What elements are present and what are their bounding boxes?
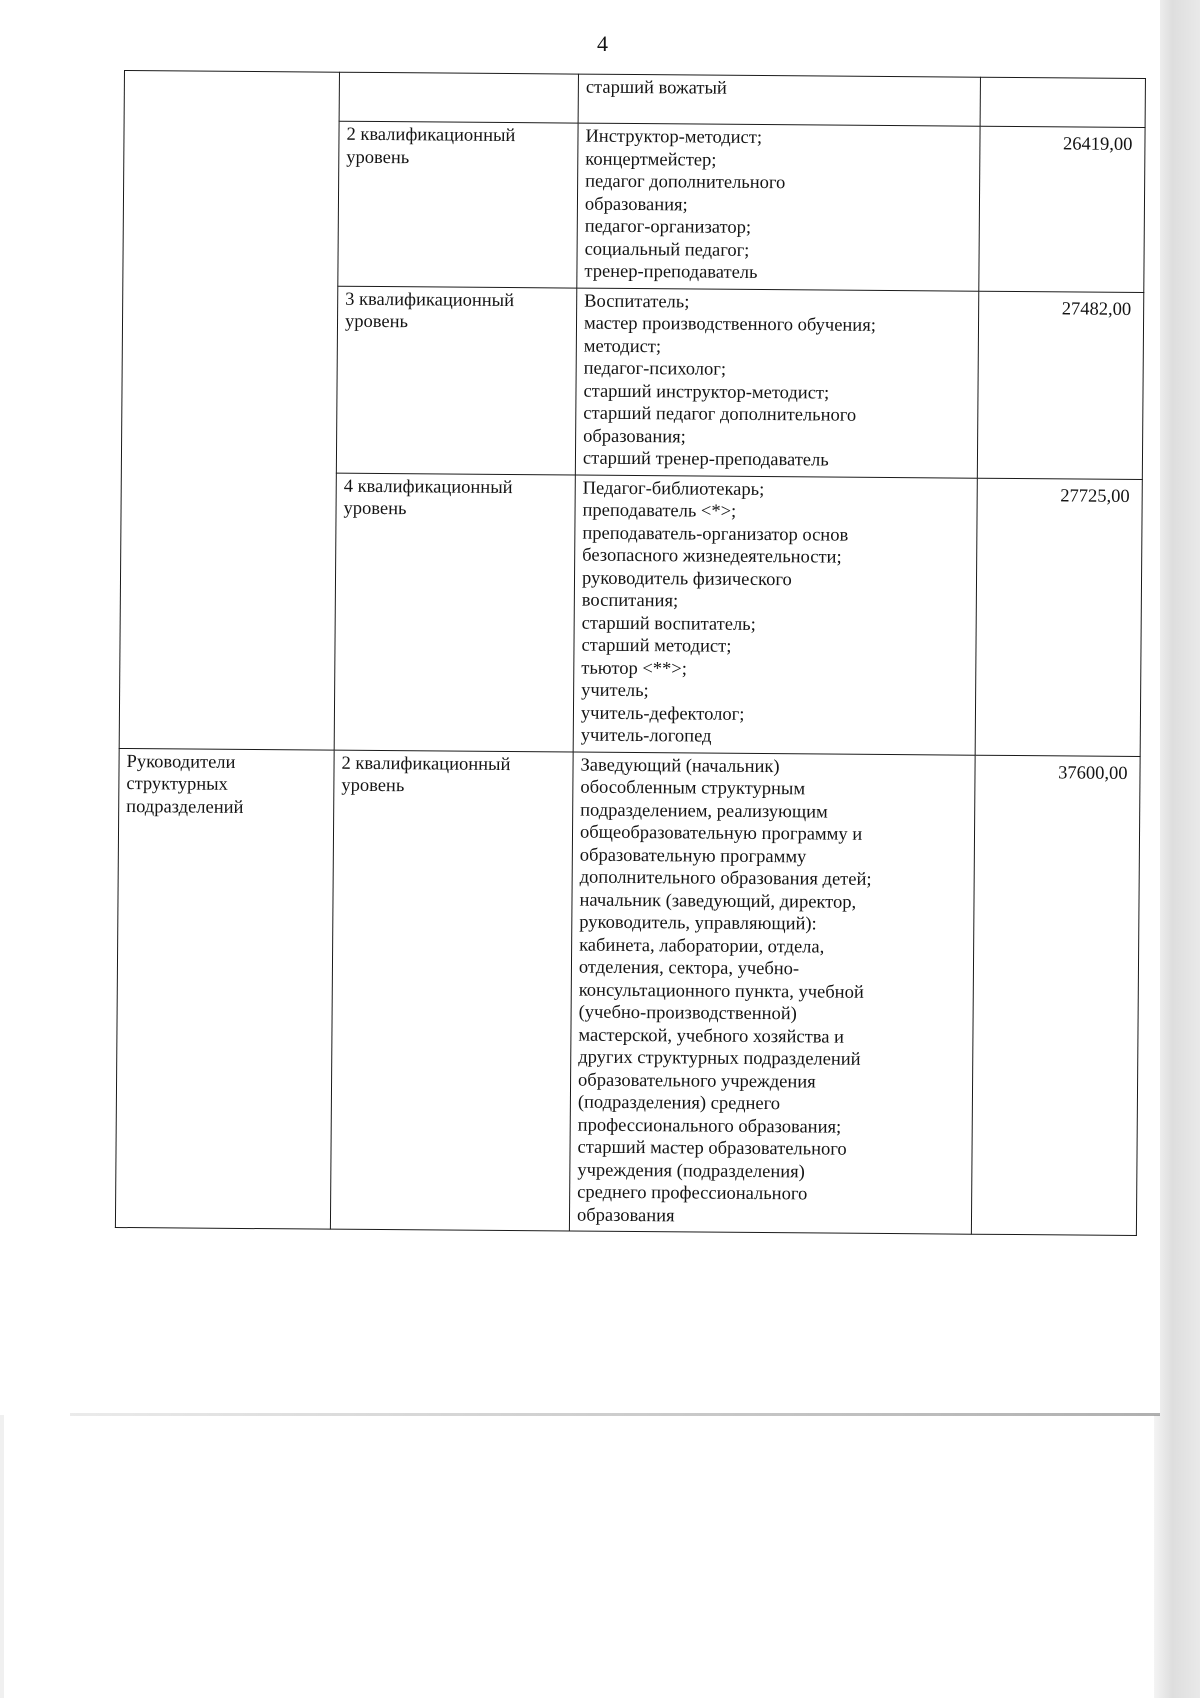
position-line: образования; [584, 194, 688, 215]
position-line: старший вожатый [585, 77, 727, 99]
position-line: преподаватель <*>; [582, 500, 737, 522]
position-line: других структурных подразделений [578, 1047, 861, 1070]
position-line: воспитания; [581, 590, 679, 612]
position-line: образовательного учреждения [578, 1070, 816, 1092]
salary-cell: 37600,00 [971, 755, 1140, 1236]
position-line: профессионального образования; [577, 1115, 842, 1138]
salary-cell: 26419,00 [979, 126, 1145, 292]
position-line: общеобразовательную программу и [579, 822, 863, 845]
position-line: старший тренер-преподаватель [582, 448, 829, 471]
position-line: начальник (заведующий, директор, [579, 890, 857, 913]
position-line: методист; [583, 336, 662, 357]
position-line: безопасного жизнедеятельности; [582, 545, 842, 568]
position-line: руководитель, управляющий): [579, 912, 817, 935]
position-line: педагог дополнительного [585, 171, 786, 194]
position-line: мастерской, учебного хозяйства и [578, 1025, 845, 1048]
position-line: консультационного пункта, учебной [578, 980, 864, 1003]
level-cell: 4 квалификационный уровень [334, 473, 575, 752]
position-line: педагог-организатор; [584, 216, 752, 238]
group-cell: Руководители структурных подразделений [115, 748, 334, 1229]
group-cell [119, 71, 339, 750]
position-line: социальный педагог; [584, 239, 750, 261]
position-line: старший инструктор-методист; [583, 381, 830, 404]
scan-edge [1154, 0, 1200, 1698]
salary-table [115, 70, 1146, 1236]
position-line: старший методист; [581, 635, 732, 657]
table-row [124, 71, 1145, 128]
level-cell: 3 квалификационный уровень [336, 286, 576, 475]
position-line: тьютор <**>; [581, 658, 687, 679]
position-line: образовательную программу [579, 845, 807, 867]
position-line: мастер производственного обучения; [583, 313, 876, 336]
position-line: педагог-психолог; [583, 358, 727, 380]
position-line: старший мастер образовательного [577, 1137, 847, 1160]
position-line: (подразделения) среднего [577, 1092, 781, 1115]
positions-cell [578, 74, 980, 126]
position-line: старший воспитатель; [581, 613, 756, 635]
positions-cell [573, 475, 977, 755]
position-line: (учебно-производственной) [578, 1002, 797, 1025]
page-edge [70, 1413, 1160, 1416]
position-line: Инструктор-методист; [585, 126, 763, 149]
position-line: руководитель физического [581, 568, 792, 590]
positions-cell [575, 288, 978, 478]
position-line: концертмейстер; [585, 149, 717, 171]
position-line: преподаватель-организатор основ [582, 523, 849, 546]
position-line: среднего профессионального [577, 1182, 808, 1205]
position-line: учитель-логопед [580, 725, 712, 747]
position-line: Воспитатель; [584, 291, 690, 312]
salary-cell [980, 77, 1145, 127]
position-line: отделения, сектора, учебно- [578, 957, 800, 980]
salary-table-wrapper [115, 70, 1133, 1236]
position-line: кабинета, лаборатории, отдела, [579, 935, 825, 958]
positions-cell [569, 752, 975, 1235]
position-line: тренер-преподаватель [584, 261, 758, 283]
level-cell: 2 квалификационный уровень [330, 750, 573, 1231]
position-line: учитель; [581, 680, 649, 702]
position-line: Педагог-библиотекарь; [582, 478, 765, 500]
positions-cell [577, 123, 980, 291]
position-line: обособленным структурным [580, 777, 806, 800]
salary-cell: 27482,00 [977, 291, 1143, 479]
position-line: дополнительного образования детей; [579, 867, 872, 890]
level-cell [339, 72, 578, 123]
position-line: образования; [583, 426, 686, 447]
table-row [115, 748, 1140, 1236]
position-line: старший педагог дополнительного [583, 403, 857, 426]
page-number: 4 [597, 31, 608, 56]
level-cell: 2 квалификационный уровень [338, 121, 578, 287]
position-line: образования [576, 1205, 675, 1226]
position-line: учитель-дефектолог; [580, 703, 745, 725]
position-line: Заведующий (начальник) [580, 755, 780, 777]
position-line: учреждения (подразделения) [577, 1160, 805, 1182]
salary-cell: 27725,00 [975, 478, 1142, 756]
position-line: подразделением, реализующим [580, 800, 828, 823]
